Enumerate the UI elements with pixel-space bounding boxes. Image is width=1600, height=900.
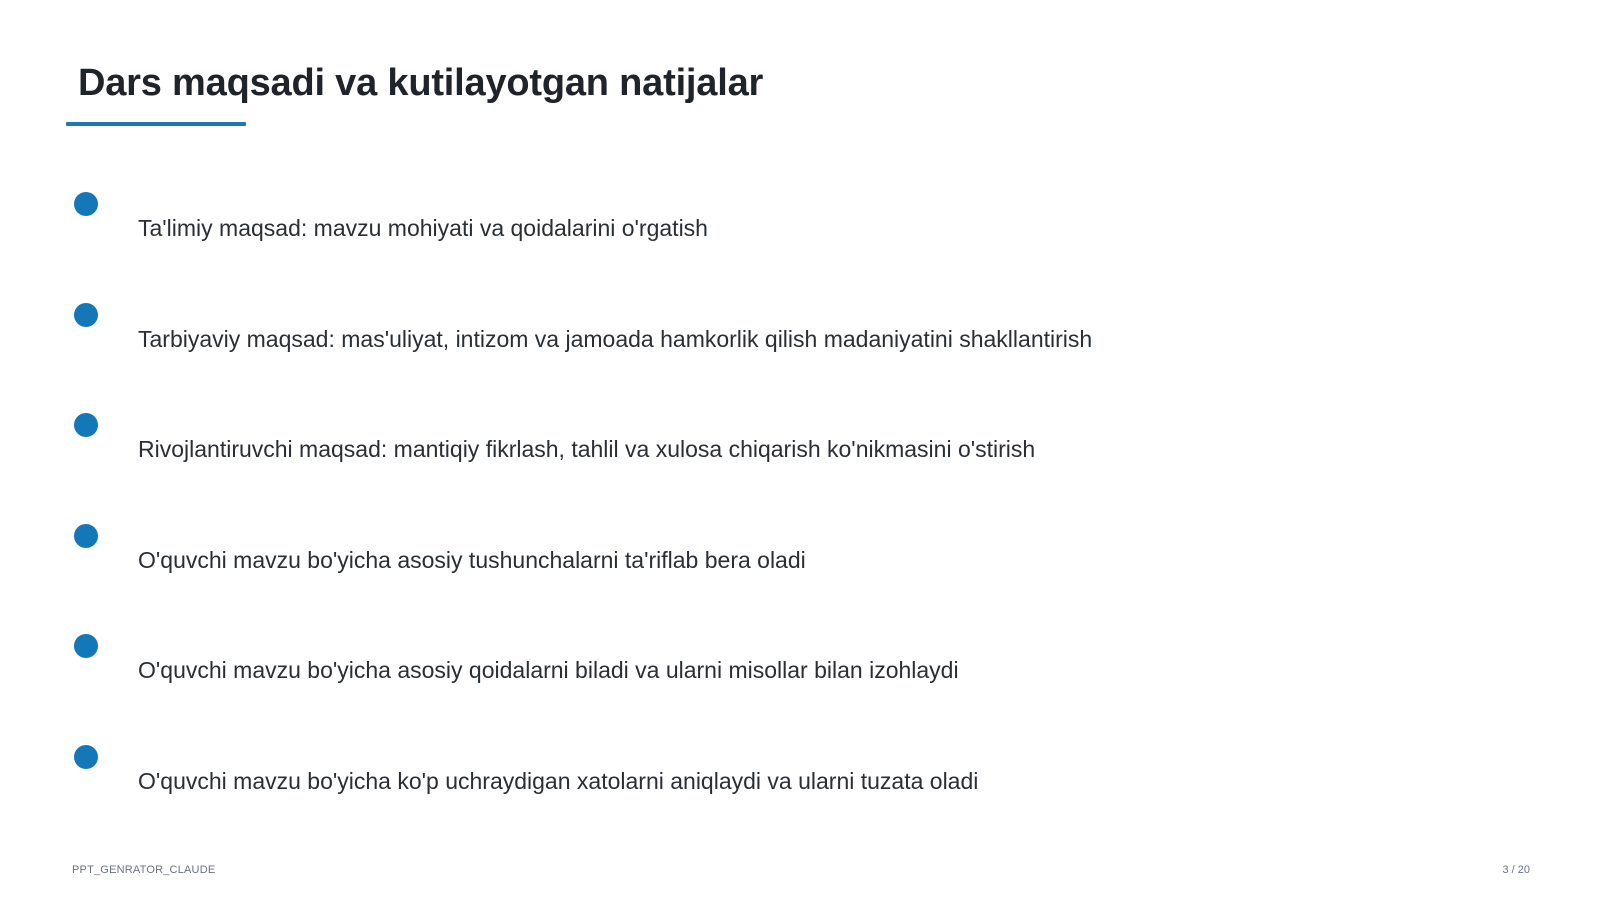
title-underline — [66, 122, 246, 126]
bullet-text: Rivojlantiruvchi maqsad: mantiqiy fikrlash, tahlil va xulosa chiqarish ko'nikmasini o'stirish — [138, 436, 1036, 462]
slide-title: Dars maqsadi va kutilayotgan natijalar — [78, 62, 764, 104]
bullet-dot-icon — [74, 634, 98, 658]
page-number: 3 / 20 — [1502, 864, 1530, 876]
bullet-text: O'quvchi mavzu bo'yicha asosiy qoidalarni biladi va ularni misollar bilan izohlaydi — [138, 657, 959, 683]
bullet-text: Ta'limiy maqsad: mavzu mohiyati va qoidalarini o'rgatish — [138, 215, 708, 241]
bullet-item — [72, 634, 1472, 724]
bullet-text: O'quvchi mavzu bo'yicha asosiy tushunchalarni ta'riflab bera oladi — [138, 547, 806, 573]
bullet-dot-icon — [74, 745, 98, 769]
bullet-text: O'quvchi mavzu bo'yicha ko'p uchraydigan xatolarni aniqlaydi va ularni tuzata oladi — [138, 768, 979, 794]
bullet-item — [72, 303, 1472, 393]
bullet-item — [72, 192, 1472, 282]
bullet-item — [72, 745, 1472, 835]
bullet-item — [72, 413, 1472, 503]
footer-source: PPT_GENRATOR_CLAUDE — [72, 864, 216, 876]
bullet-text: Tarbiyaviy maqsad: mas'uliyat, intizom va jamoada hamkorlik qilish madaniyatini shakllantirish — [138, 326, 1093, 352]
bullet-item — [72, 524, 1472, 614]
bullet-dot-icon — [74, 413, 98, 437]
bullet-dot-icon — [74, 524, 98, 548]
bullet-dot-icon — [74, 192, 98, 216]
bullet-dot-icon — [74, 303, 98, 327]
